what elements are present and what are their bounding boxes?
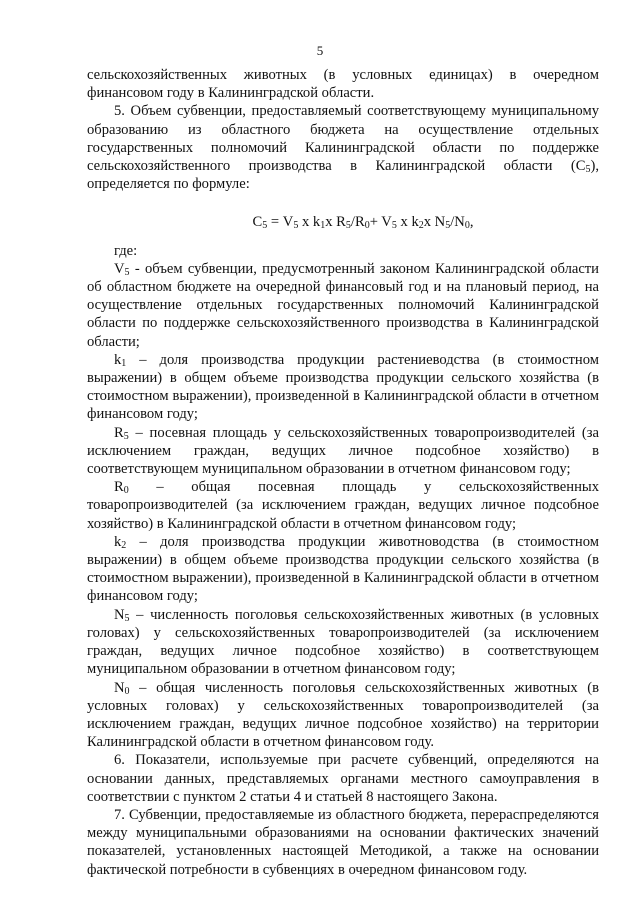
definition-text: – доля производства продукции растениеводства (в стоимостном выражении) в общем объеме производства продукции сельского хозяйства (в стоимостном выражении), произведенной в Калининградской области в отчетном финансовом году; — [87, 351, 599, 423]
document-body — [87, 66, 599, 879]
paragraph-5-sub: 5 — [585, 164, 591, 176]
definition-symbol: N — [114, 606, 125, 623]
definition-text: – посевная площадь у сельскохозяйственных товаропроизводителей (за исключением граждан, ведущих личное подсобное хозяйство) в соответствующем муниципальном образовании в отчетном финансовом году; — [87, 424, 599, 478]
definition-symbol-sub: 5 — [123, 430, 129, 442]
page-number: 5 — [316, 43, 324, 58]
definition-r0 — [87, 478, 599, 533]
definition-symbol: k — [114, 351, 122, 368]
formula-sub: 5 — [391, 220, 397, 232]
definition-n5 — [87, 606, 599, 679]
definition-symbol: R — [114, 424, 124, 441]
definition-symbol: k — [114, 533, 122, 550]
formula-part: х N — [423, 214, 446, 231]
where-label: где: — [114, 242, 138, 259]
definition-text: - объем субвенции, предусмотренный законом Калининградской области об областном бюджете на очередной финансовый год и на плановый период, на осуществление отдельных государственных полномочий Калининградской области по поддержке сельскохозяйственного производства в Калининградской области; — [87, 260, 599, 350]
lead-paragraph: сельскохозяйственных животных (в условных единицах) в очередном финансовом году в Калининградской области. — [87, 67, 599, 102]
definition-text: – общая посевная площадь у сельскохозяйственных товаропроизводителей (за исключением граждан, ведущих личное подсобное хозяйство) в Калининградской области в отчетном финансовом году; — [87, 479, 599, 532]
definition-symbol-sub: 0 — [124, 685, 130, 697]
paragraph-5-tail: ), определяется по формуле: — [87, 158, 599, 193]
definition-symbol: R — [114, 479, 124, 496]
definition-v5 — [87, 260, 599, 351]
definition-symbol-sub: 0 — [123, 485, 129, 497]
formula-part: /R — [350, 214, 365, 231]
formula-sub: 5 — [293, 220, 299, 232]
definition-text: – доля производства продукции животноводства (в стоимостном выражении) в общем объеме производства продукции сельского хозяйства (в стоимостном выражении), произведенной в Калининградской области в отчетном финансовом году; — [87, 533, 599, 605]
definition-text: – численность поголовья сельскохозяйственных животных (в условных головах) у сельскохозяйственных товаропроизводителей (за исключением граждан, ведущих личное подсобное хозяйство) в соответствующем муниципальном образовании в отчетном финансовом году; — [87, 606, 599, 678]
formula-part: х k — [298, 214, 321, 231]
definition-symbol-sub: 1 — [121, 357, 127, 369]
formula-part: х k — [396, 214, 419, 231]
definition-k1 — [87, 351, 599, 424]
formula-part: С — [252, 214, 263, 231]
definition-symbol: V — [114, 260, 125, 277]
formula-sub: 2 — [418, 220, 424, 232]
definition-n0 — [87, 679, 599, 752]
paragraph-6: 6. Показатели, используемые при расчете субвенций, определяются на основании данных, представляемых органами местного самоуправления в соответствии с пунктом 2 статьи 4 и статьей 8 настоящего Закона. — [87, 752, 599, 805]
paragraph-7: 7. Субвенции, предоставляемые из областного бюджета, перераспределяются между муниципальными образованиями на основании фактических значений показателей, установленных настоящей Методикой, а также на основании фактической потребности в субвенциях в очередном финансовом году. — [87, 806, 599, 878]
formula-sub: 5 — [445, 220, 451, 232]
definition-symbol-sub: 5 — [124, 612, 130, 624]
formula-sub: 0 — [464, 220, 470, 232]
definition-r5 — [87, 424, 599, 479]
formula — [87, 213, 599, 231]
definition-k2 — [87, 533, 599, 606]
formula-sub: 0 — [364, 220, 370, 232]
formula-part: + V — [369, 214, 392, 231]
formula-part: х R — [325, 214, 346, 231]
formula-sub: 1 — [320, 220, 326, 232]
formula-part: = V — [267, 214, 294, 231]
formula-part: , — [469, 214, 474, 231]
definition-symbol: N — [114, 679, 125, 696]
paragraph-5-text: 5. Объем субвенции, предоставляемый соответствующему муниципальному образованию из областного бюджета на осуществление отдельных государственных полномочий Калининградской области по поддержке сельскохозяйственного производства в Калининградской области (С — [87, 103, 599, 175]
definition-symbol-sub: 5 — [124, 266, 130, 278]
formula-part: /N — [450, 214, 465, 231]
formula-sub: 5 — [345, 220, 351, 232]
formula-sub: 5 — [262, 220, 268, 232]
paragraph-5 — [87, 102, 599, 193]
definition-symbol-sub: 2 — [121, 539, 127, 551]
definition-text: – общая численность поголовья сельскохозяйственных животных (в условных головах) у сельскохозяйственных товаропроизводителей (за исключением граждан, ведущих личное подсобное хозяйство) на территории Калининградской области в отчетном финансовом году. — [87, 679, 599, 751]
